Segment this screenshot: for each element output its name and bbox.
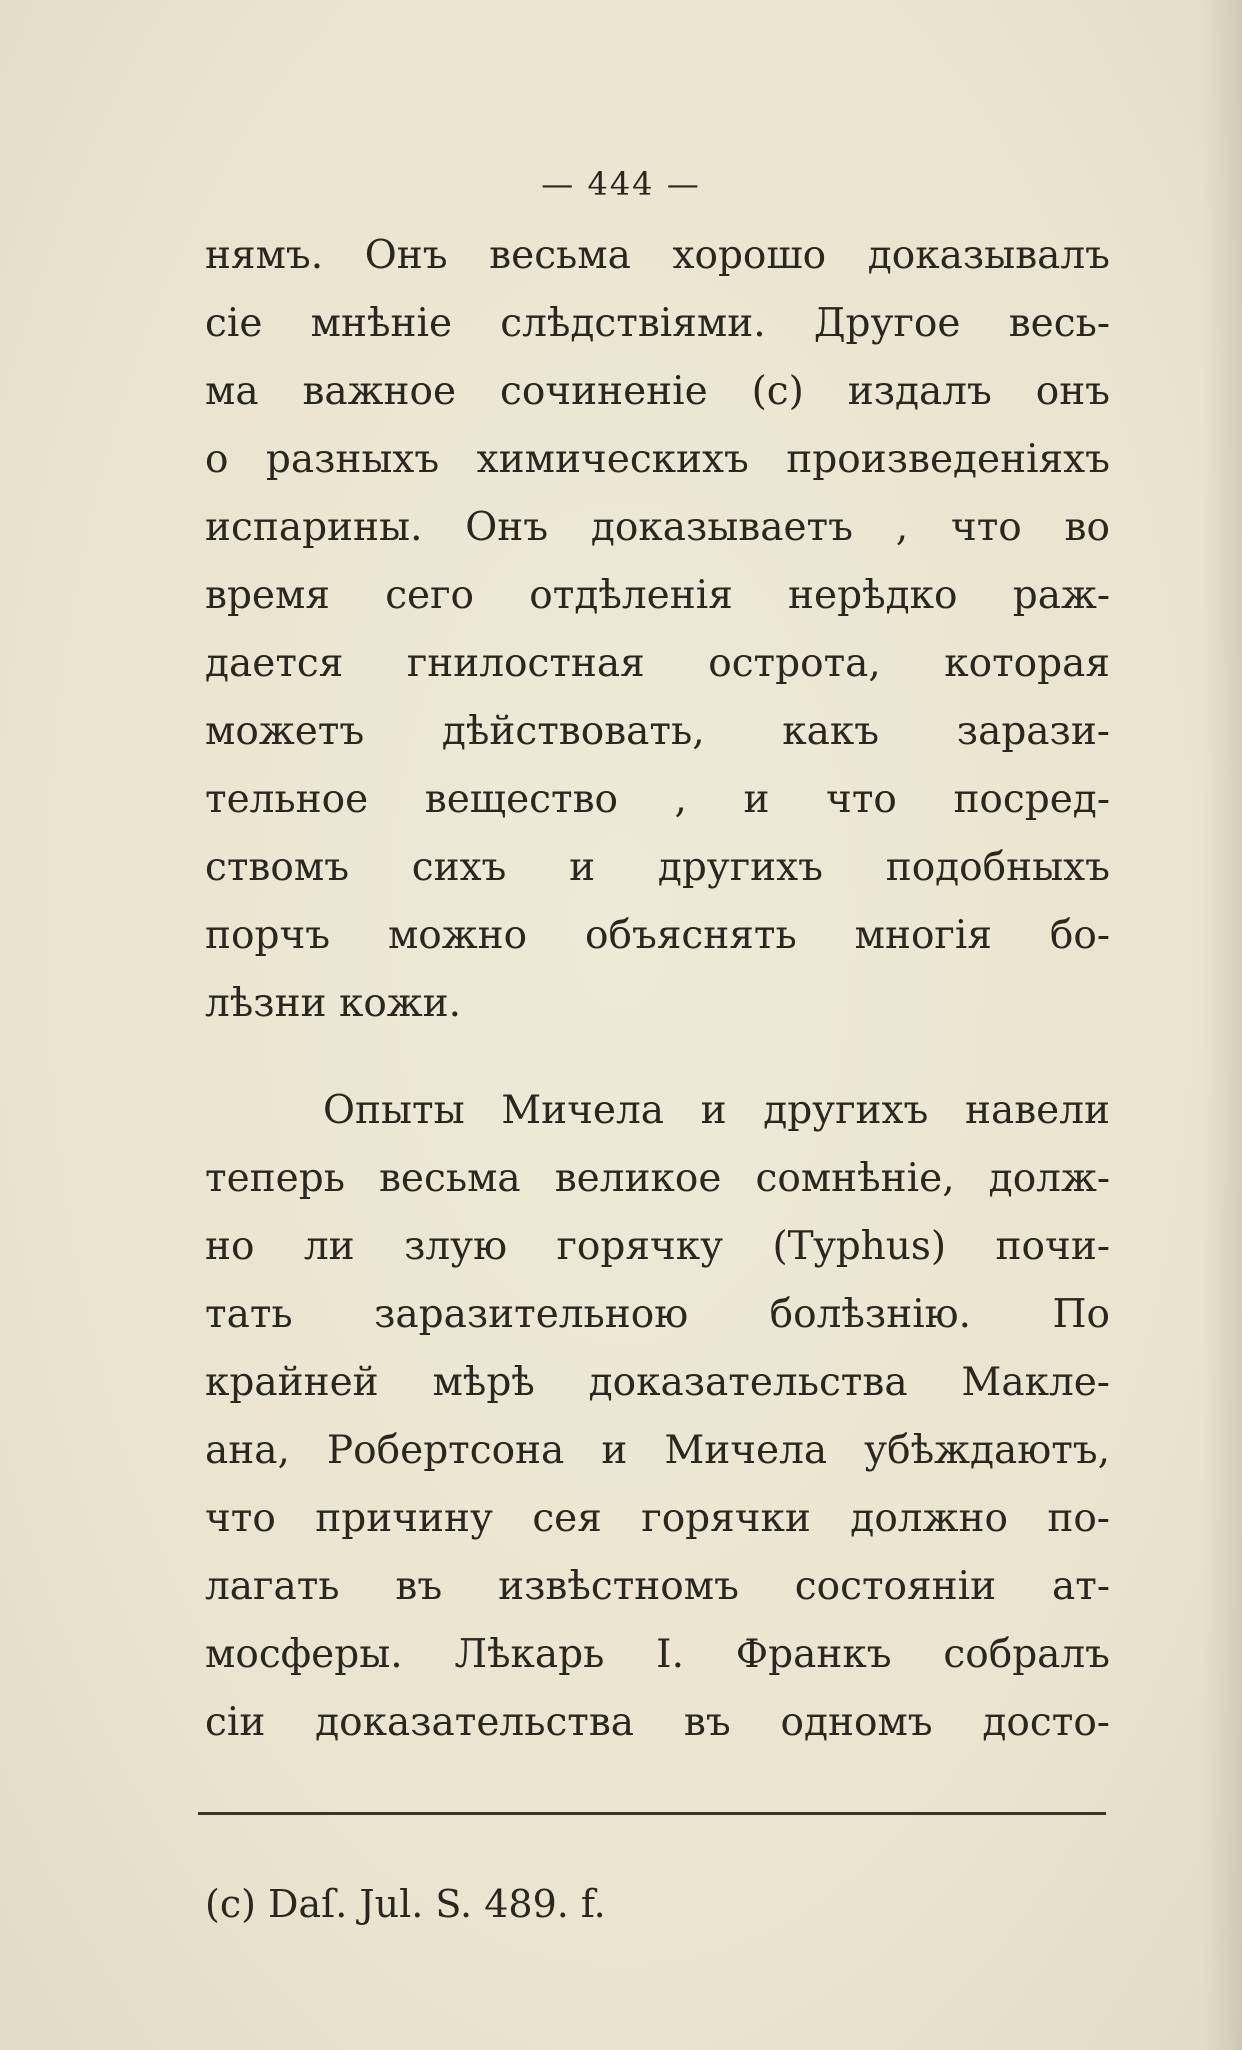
footnote: (c) Daſ. Jul. S. 489. f. xyxy=(205,1882,606,1926)
text-line: испарины. Онъ доказываетъ , что во xyxy=(205,505,1110,550)
text-line: сіе мнѣніе слѣдствіями. Другое весь- xyxy=(205,301,1110,346)
text-line: тать заразительною болѣзнію. По xyxy=(205,1292,1110,1337)
text-line: о разныхъ химическихъ произведеніяхъ xyxy=(205,437,1110,482)
text-line: дается гнилостная острота, которая xyxy=(205,641,1110,686)
paragraph-1 xyxy=(205,222,1110,1038)
text-line: лагать въ извѣстномъ состояніи ат- xyxy=(205,1564,1110,1609)
text-line: ма важное сочиненіе (с) издалъ онъ xyxy=(205,369,1110,414)
text-line: крайней мѣрѣ доказательства Макле- xyxy=(205,1360,1110,1405)
footnote-divider xyxy=(198,1812,1106,1815)
text-line: Опыты Мичела и другихъ навели xyxy=(323,1088,1110,1133)
text-line: ана, Робертсона и Мичела убѣждаютъ, xyxy=(205,1428,1110,1473)
text-line: что причину сея горячки должно по- xyxy=(205,1496,1110,1541)
page-edge-shadow xyxy=(1202,0,1242,2050)
text-line: ствомъ сихъ и другихъ подобныхъ xyxy=(205,845,1110,890)
page-number: — 444 — xyxy=(541,165,701,203)
text-line: но ли злую горячку (Typhus) почи- xyxy=(205,1224,1110,1269)
text-line: лѣзни кожи. xyxy=(205,981,462,1026)
text-line: теперь весьма великое сомнѣніе, долж- xyxy=(205,1156,1110,1201)
text-line: нямъ. Онъ весьма хорошо доказывалъ xyxy=(205,233,1110,278)
text-line: порчъ можно объяснять многія бо- xyxy=(205,913,1110,958)
text-line: тельное вещество , и что посред- xyxy=(205,777,1110,822)
paragraph-2 xyxy=(205,1077,1110,1757)
text-line: время сего отдѣленія нерѣдко раж- xyxy=(205,573,1110,618)
text-line: сіи доказательства въ одномъ досто- xyxy=(205,1700,1110,1745)
text-line: можетъ дѣйствовать, какъ зарази- xyxy=(205,709,1110,754)
text-line: мосферы. Лѣкарь І. Франкъ собралъ xyxy=(205,1632,1110,1677)
